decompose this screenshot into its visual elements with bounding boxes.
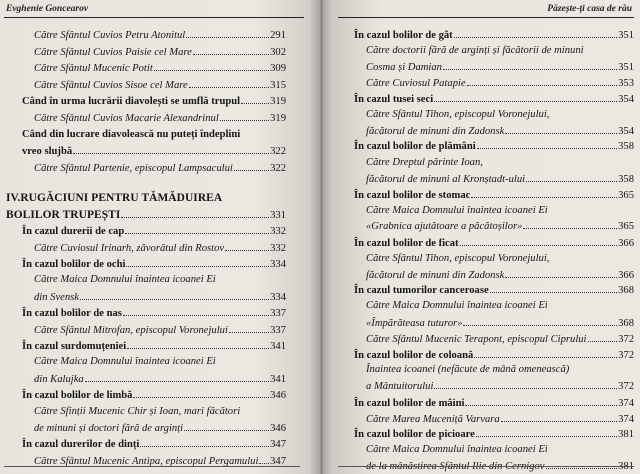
toc-dot-leader <box>588 331 618 342</box>
toc-entry-page: 347 <box>270 456 286 467</box>
toc-entry <box>0 27 286 43</box>
toc-entry-title: Către Sfântul Mucenic Terapont, episcopul Ciprului <box>366 334 587 345</box>
toc-entry <box>0 93 286 109</box>
toc-dot-leader <box>526 171 617 182</box>
toc-entry-title: Către Cuviosul Patapie <box>366 78 466 89</box>
toc-entry <box>340 187 634 203</box>
toc-dot-leader <box>471 187 617 198</box>
toc-entry-title: Către Sfântul Cuvios Petru Atonitul <box>34 30 186 41</box>
toc-entry-title: Către Maica Domnului înaintea icoanei Ei <box>366 444 548 455</box>
toc-dot-leader <box>189 77 269 88</box>
toc-entry <box>0 240 286 256</box>
right-header-rule <box>338 17 634 18</box>
toc-entry <box>340 171 634 187</box>
toc-entry-page: 358 <box>618 141 634 152</box>
toc-dot-leader <box>133 387 269 398</box>
toc-entry-page: 341 <box>270 341 286 352</box>
toc-entry-page: 368 <box>618 285 634 296</box>
toc-dot-leader <box>476 426 617 437</box>
toc-entry <box>0 371 286 387</box>
toc-entry-title: Către Sfântul Tihon, episcopul Voronejului, <box>366 109 550 120</box>
toc-entry-title: Când din lucrare diavolească nu puteți îndeplini <box>22 129 241 140</box>
toc-entry-page: 319 <box>270 113 286 124</box>
toc-entry <box>340 378 634 394</box>
toc-entry-title: IV.RUGĂCIUNI PENTRU TĂMĂDUIREA <box>6 192 223 204</box>
toc-dot-leader <box>125 223 269 234</box>
toc-entry-title: Către Sfântul Cuvios Sisoe cel Mare <box>34 80 188 91</box>
toc-entry <box>340 395 634 411</box>
toc-dot-leader <box>85 371 269 382</box>
toc-entry <box>340 138 634 154</box>
toc-dot-leader <box>585 43 633 53</box>
toc-entry-title: În cazul bolilor de picioare <box>354 429 475 440</box>
toc-entry-title: În cazul bolilor de limbă <box>22 390 133 401</box>
toc-entry <box>0 305 286 321</box>
toc-entry-title: Cosma și Damian <box>366 62 442 73</box>
toc-dot-leader <box>484 155 633 165</box>
toc-entry-page: 351 <box>618 30 634 41</box>
toc-entry-title: Către Maica Domnului înaintea icoanei Ei <box>366 300 548 311</box>
toc-dot-leader <box>454 27 617 38</box>
toc-entry-page: 322 <box>270 163 286 174</box>
toc-entry-page: 381 <box>618 461 634 472</box>
toc-dot-leader <box>549 298 633 308</box>
toc-dot-leader <box>467 75 617 86</box>
toc-dot-leader <box>229 322 269 333</box>
toc-dot-leader <box>241 404 285 414</box>
toc-entry <box>0 322 286 338</box>
toc-entry <box>340 218 634 234</box>
toc-entry-page: 351 <box>618 62 634 73</box>
toc-entry <box>0 77 286 93</box>
toc-entry <box>0 354 286 370</box>
toc-entry-title: Către Sfântul Mitrofan, episcopul Voronejului <box>34 325 228 336</box>
toc-entry <box>0 338 286 354</box>
toc-entry <box>0 60 286 76</box>
toc-entry-page: 315 <box>270 80 286 91</box>
toc-entry-title: făcătorul de minuni al Kronștadt-ului <box>366 174 526 185</box>
toc-dot-leader <box>186 27 269 38</box>
toc-dot-leader <box>505 267 617 278</box>
toc-entry-title: În cazul bolilor de ficat <box>354 238 459 249</box>
toc-entry <box>340 442 634 458</box>
toc-entry-page: 366 <box>618 270 634 281</box>
toc-dot-leader <box>123 305 269 316</box>
toc-entry-page: 322 <box>270 146 286 157</box>
toc-entry-title: În cazul bolilor de coloană <box>354 350 474 361</box>
toc-entry-title: În cazul bolilor de mâini <box>354 398 465 409</box>
toc-entry-page: 372 <box>618 381 634 392</box>
toc-entry <box>340 27 634 43</box>
toc-entry-page: 291 <box>270 30 286 41</box>
toc-entry <box>340 426 634 442</box>
toc-entry-title: Către Sfântul Tihon, episcopul Voronejului, <box>366 253 550 264</box>
toc-entry-page: 319 <box>270 96 286 107</box>
toc-entry-title: Către Sfinții Mucenic Chir și Ioan, mari făcători <box>34 406 241 417</box>
toc-dot-leader <box>550 251 633 261</box>
toc-dot-leader <box>127 338 269 349</box>
toc-entry-page: 365 <box>618 221 634 232</box>
toc-dot-leader <box>490 282 617 293</box>
toc-entry <box>340 267 634 283</box>
toc-entry-title: În cazul durerii de cap <box>22 226 125 237</box>
toc-entry-title: În cazul tusei seci <box>354 94 434 105</box>
toc-entry-title: Către Sfântul Cuvios Paisie cel Mare <box>34 47 192 58</box>
toc-dot-leader <box>193 44 269 55</box>
toc-entry-title: Către Sfântul Cuvios Macarie Alexandrinul <box>34 113 219 124</box>
toc-entry <box>0 256 286 272</box>
toc-entry-page: 332 <box>270 226 286 237</box>
toc-entry-page: 341 <box>270 374 286 385</box>
toc-dot-leader <box>550 107 633 117</box>
toc-dot-leader <box>434 378 617 389</box>
toc-entry <box>0 420 286 436</box>
toc-entry-title: Către Dreptul părinte Ioan, <box>366 157 483 168</box>
toc-dot-leader <box>220 110 269 121</box>
left-header-rule <box>4 17 304 18</box>
toc-entry-title: În cazul bolilor de plămâni <box>354 141 476 152</box>
toc-entry <box>0 143 286 159</box>
toc-dot-leader <box>126 256 269 267</box>
toc-entry-page: 372 <box>618 334 634 345</box>
toc-entry <box>340 315 634 331</box>
toc-entry <box>340 411 634 427</box>
toc-dot-leader <box>505 123 617 134</box>
toc-entry-title: În cazul surdomuțeniei <box>22 341 127 352</box>
toc-dot-leader <box>465 395 617 406</box>
toc-entry <box>0 207 286 223</box>
toc-dot-leader <box>217 354 285 364</box>
toc-entry-title: Către Sfântul Mucenic Potit <box>34 63 153 74</box>
toc-entry-page: 374 <box>618 414 634 425</box>
toc-dot-leader <box>460 235 618 246</box>
book-gutter <box>310 0 332 474</box>
toc-dot-leader <box>223 191 285 201</box>
right-bottom-rule <box>338 466 634 467</box>
toc-entry-page: 347 <box>270 439 286 450</box>
toc-entry <box>340 107 634 123</box>
toc-entry-title: Către Cuviosul Irinarh, zăvorâtul din Rostov <box>34 243 225 254</box>
toc-entry-page: 374 <box>618 398 634 409</box>
toc-entry-page: 309 <box>270 63 286 74</box>
toc-dot-leader <box>241 93 269 104</box>
toc-entry-page: 354 <box>618 94 634 105</box>
left-page <box>0 0 316 474</box>
toc-entry-title: Înaintea icoanei (nefăcute de mână omenească) <box>366 364 570 375</box>
toc-dot-leader <box>73 143 269 154</box>
toc-entry <box>0 160 286 176</box>
right-running-header: Păzește-ți casa de rău <box>547 4 632 14</box>
toc-dot-leader <box>477 138 617 149</box>
toc-entry-page: 332 <box>270 243 286 254</box>
toc-entry <box>340 251 634 267</box>
toc-dot-leader <box>154 60 269 71</box>
toc-entry <box>0 404 286 420</box>
toc-dot-leader <box>523 218 617 229</box>
toc-entry-page: 381 <box>618 429 634 440</box>
toc-entry-page: 334 <box>270 292 286 303</box>
toc-entry-title: «Grabnica ajutătoare a păcătoșilor» <box>366 221 523 232</box>
toc-dot-leader <box>140 436 269 447</box>
toc-entry-title: În cazul bolilor de stomac <box>354 190 471 201</box>
toc-entry-page: 366 <box>618 238 634 249</box>
toc-entry-title: Când în urma lucrării diavolești se umflă trupul <box>22 96 241 107</box>
toc-entry-title: Către Maica Domnului înaintea icoanei Ei <box>366 205 548 216</box>
toc-entry <box>340 362 634 378</box>
toc-entry <box>340 155 634 171</box>
toc-dot-leader <box>259 453 269 464</box>
toc-entry <box>0 436 286 452</box>
toc-entry-page: 353 <box>618 78 634 89</box>
toc-entry <box>340 298 634 314</box>
toc-entry <box>340 43 634 59</box>
toc-entry-title: din Svensk <box>34 292 80 303</box>
toc-entry <box>340 235 634 251</box>
toc-entry-title: Către doctorii fără de arginți și făcătorii de minuni <box>366 45 584 56</box>
toc-entry-title: de la mânăstirea Sfântul Ilie din Cernigov <box>366 461 545 472</box>
toc-entry <box>0 127 286 143</box>
toc-entry-title: Către Sfântul Mucenic Antipa, episcopul Pergamului <box>34 456 259 467</box>
left-running-header: Evghenie Goncearov <box>6 4 89 14</box>
toc-dot-leader <box>184 420 269 431</box>
toc-entry <box>340 123 634 139</box>
toc-entry-page: 346 <box>270 390 286 401</box>
toc-entry-title: Către Marea Muceniță Varvara <box>366 414 500 425</box>
toc-dot-leader <box>570 362 633 372</box>
toc-dot-leader <box>225 240 269 251</box>
toc-entry-title: În cazul bolilor de gât <box>354 30 453 41</box>
toc-entry <box>340 282 634 298</box>
toc-entry <box>0 272 286 288</box>
toc-dot-leader <box>234 160 269 171</box>
toc-entry-page: 368 <box>618 318 634 329</box>
toc-dot-leader <box>549 203 633 213</box>
toc-entry-title: BOLILOR TRUPEȘTI <box>6 209 121 221</box>
toc-entry-title: Către Sfântul Partenie, episcopul Lampsacului <box>34 163 233 174</box>
toc-dot-leader <box>474 347 617 358</box>
toc-entry-title: de minuni și doctori fără de arginți <box>34 423 184 434</box>
toc-entry <box>340 91 634 107</box>
toc-dot-leader <box>121 207 269 218</box>
toc-entry <box>340 347 634 363</box>
toc-dot-leader <box>463 315 617 326</box>
toc-entry <box>340 75 634 91</box>
toc-entry-page: 346 <box>270 423 286 434</box>
right-page <box>324 0 640 474</box>
toc-dot-leader <box>80 289 269 300</box>
toc-entry-page: 337 <box>270 325 286 336</box>
toc-entry-page: 372 <box>618 350 634 361</box>
toc-entry-title: făcătorul de minuni din Zadonsk <box>366 126 505 137</box>
toc-dot-leader <box>434 91 617 102</box>
toc-entry-page: 334 <box>270 259 286 270</box>
left-bottom-rule <box>4 466 300 467</box>
toc-entry-page: 358 <box>618 174 634 185</box>
toc-entry <box>340 331 634 347</box>
toc-entry-title: vreo slujbă <box>22 146 73 157</box>
toc-entry <box>0 44 286 60</box>
toc-entry <box>0 223 286 239</box>
toc-entry <box>0 190 286 206</box>
toc-entry-page: 331 <box>270 210 286 221</box>
toc-dot-leader <box>546 458 618 469</box>
toc-entry-title: făcătorul de minuni din Zadonsk <box>366 270 505 281</box>
toc-entry-title: a Mântuitorului <box>366 381 434 392</box>
toc-entry-title: În cazul bolilor de nas <box>22 308 122 319</box>
toc-entry-title: «Împărăteasa tuturor» <box>366 318 463 329</box>
toc-entry-page: 337 <box>270 308 286 319</box>
toc-dot-leader <box>443 59 617 70</box>
toc-dot-leader <box>217 272 285 282</box>
toc-entry <box>0 289 286 305</box>
toc-entry-page: 302 <box>270 47 286 58</box>
toc-entry-page: 354 <box>618 126 634 137</box>
toc-entry-title: În cazul tumorilor canceroase <box>354 285 489 296</box>
toc-dot-leader <box>241 127 285 137</box>
toc-dot-leader <box>549 442 633 452</box>
toc-entry-title: din Kalujka <box>34 374 84 385</box>
toc-entry-title: Către Maica Domnului înaintea icoanei Ei <box>34 356 216 367</box>
toc-entry <box>340 59 634 75</box>
toc-entry <box>0 110 286 126</box>
toc-entry <box>0 387 286 403</box>
toc-entry-page: 365 <box>618 190 634 201</box>
toc-entry-title: Către Maica Domnului înaintea icoanei Ei <box>34 274 216 285</box>
toc-entry <box>340 203 634 219</box>
toc-dot-leader <box>501 411 617 422</box>
toc-entry-title: În cazul durerilor de dinți <box>22 439 140 450</box>
toc-entry-title: În cazul bolilor de ochi <box>22 259 126 270</box>
